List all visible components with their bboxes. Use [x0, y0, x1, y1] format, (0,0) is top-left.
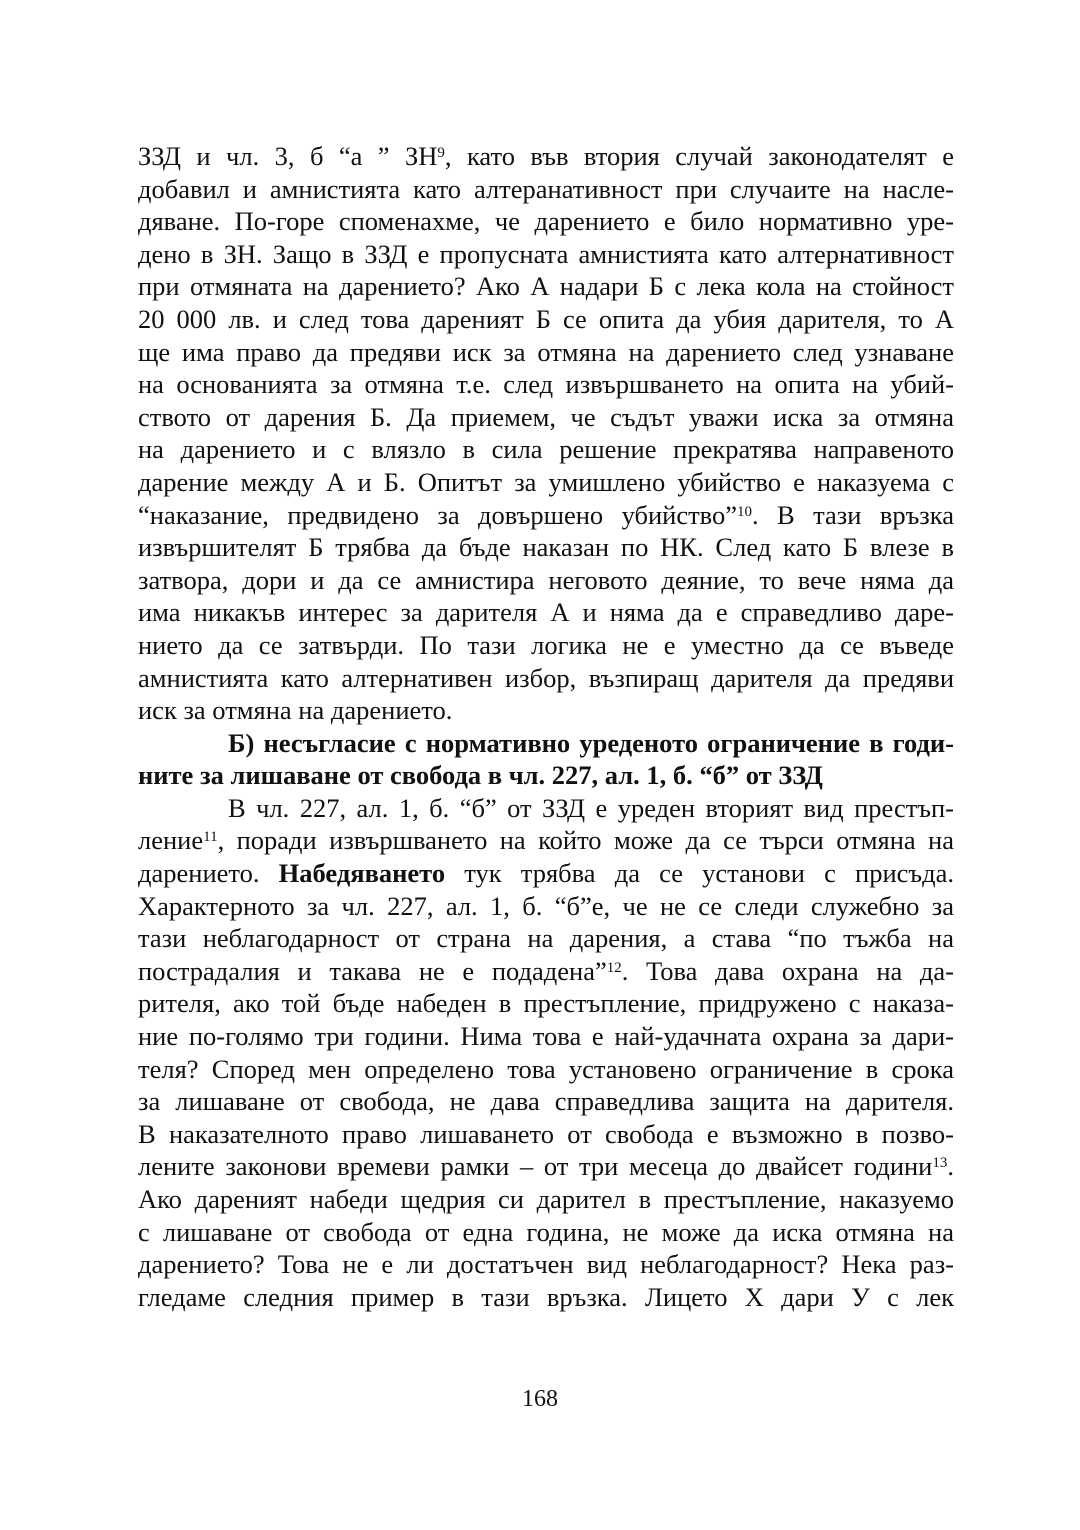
bold-term: Набедяването: [278, 858, 446, 889]
text-line: гледаме следния пример в тази връзка. Лицето Х дари У с лек: [138, 1281, 954, 1312]
text-line: дяване. По-горе споменахме, че дарението е било нормативно уре-: [138, 206, 954, 237]
text-line: ление$^{11}$, поради извършването на който може да се търси отмяна на: [138, 825, 954, 856]
text-line: ството от дарения Б. Да приемем, че съдът уважи иска за отмяна: [138, 401, 954, 432]
text-line: 20 000 лв. и след това дареният Б се опита да убия дарителя, то А: [138, 303, 954, 334]
text-line: В чл. 227, ал. 1, б. “б” от ЗЗД е уреден вторият вид престъп-: [228, 792, 954, 823]
text-line: дарението? Това не е ли достатъчен вид неблагодарност? Нека раз-: [138, 1249, 954, 1280]
text-line: ние по-голямо три години. Нима това е най-удачната охрана за дари-: [138, 1021, 954, 1052]
text-line: В наказателното право лишаването от свобода е възможно в позво-: [138, 1118, 954, 1149]
footnote-ref: 13: [932, 1155, 948, 1172]
text-line: рителя, ако той бъде набеден в престъпление, придружено с наказа-: [138, 988, 954, 1019]
text-line: тази неблагодарност от страна на дарения, а става “по тъжба на: [138, 923, 954, 954]
footnote-ref: 11: [203, 829, 218, 846]
text-line: дарението. Набедяването тук трябва да се установи с присъда.: [138, 858, 955, 889]
text-line: извършителят Б трябва да бъде наказан по НК. След като Б влезе в: [138, 532, 954, 563]
text-line: Ако дареният набеди щедрия си дарител в престъпление, наказуемо: [138, 1184, 954, 1214]
text-line: при отмяната на дарението? Ако А надари Б с лека кола на стойност: [138, 271, 954, 302]
text-line: с лишаване от свобода от една година, не може да иска отмяна на: [138, 1216, 954, 1247]
text-line: дено в ЗН. Защо в ЗЗД е пропусната амнистията като алтернативност: [138, 238, 954, 269]
page-body: [138, 140, 954, 1313]
footnote-ref: 9: [437, 144, 445, 161]
text-line: за лишаване от свобода, не дава справедлива защита на дарителя.: [138, 1086, 954, 1117]
text-line: ще има право да предяви иск за отмяна на дарението след узнаване: [138, 336, 954, 367]
text-line: пострадалия и такава не е подадена”$^{12}$. Това дава охрана на да-: [138, 955, 954, 986]
section-heading: ните за лишаване от свобода в чл. 227, ал. 1, б. “б” от ЗЗД: [138, 760, 823, 791]
text-line: на дарението и с влязло в сила решение прекратява направеното: [138, 434, 954, 465]
text-line: теля? Според мен определено това установено ограничение в срока: [138, 1053, 954, 1084]
text-line: “наказание, предвидено за довършено убийство”$^{10}$. В тази връзка: [138, 499, 954, 530]
text-line: ЗЗД и чл. 3, б “а ” $ЗН^9$, като във втория случай законодателят е: [138, 141, 954, 171]
text-line: иск за отмяна на дарението.: [138, 695, 453, 726]
text-line: Характерното за чл. 227, ал. 1, б. “б”е, че не се следи служебно за: [138, 890, 954, 921]
text-line: амнистията като алтернативен избор, възпиращ дарителя да предяви: [138, 662, 954, 693]
text-line: добавил и амнистията като алтеранативност при случаите на насле-: [138, 173, 954, 204]
text-line: на основанията за отмяна т.е. след извършването на опита на убий-: [138, 369, 954, 400]
page-number: 168: [522, 1386, 558, 1412]
text-line: има никакъв интерес за дарителя А и няма да е справедливо даре-: [138, 597, 954, 628]
text-line: нието да се затвърди. По тази логика не е уместно да се въведе: [138, 629, 954, 660]
footnote-ref: 10: [737, 503, 753, 520]
text-line: дарение между А и Б. Опитът за умишлено убийство е наказуема с: [138, 466, 954, 497]
text-line: лените законови времеви рамки – от три месеца до двайсет години$^{13}$.: [138, 1151, 954, 1182]
text-line: затвора, дори и да се амнистира неговото деяние, то вече няма да: [138, 564, 954, 595]
footnote-ref: 12: [606, 959, 622, 976]
section-heading: Б) несъгласие с нормативно уреденото ограничение в годи-: [228, 727, 954, 758]
